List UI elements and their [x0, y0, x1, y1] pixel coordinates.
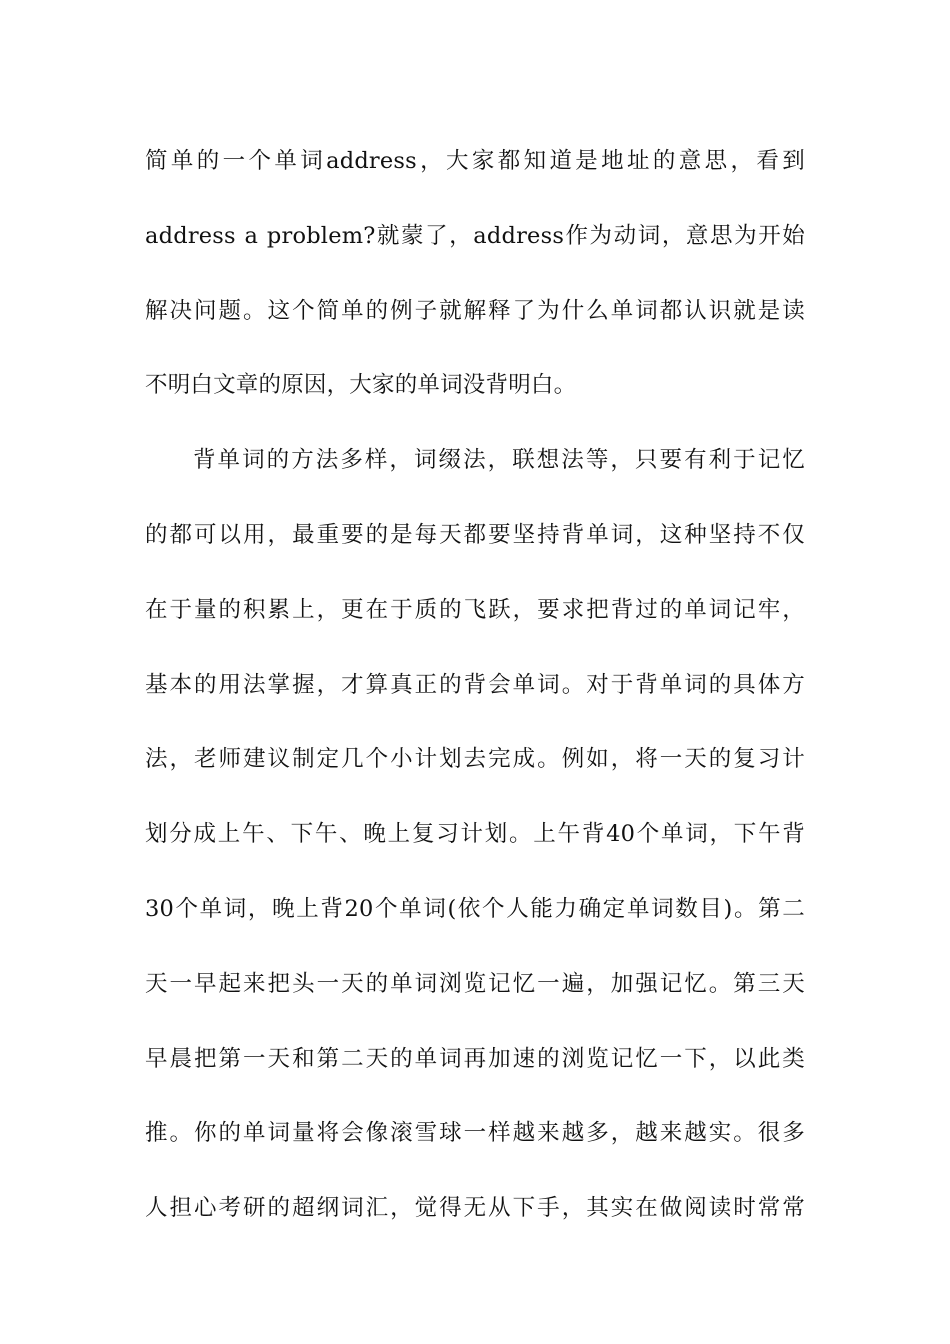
text-line: 基本的用法掌握，才算真正的背会单词。对于背单词的具体方 — [145, 671, 805, 698]
text-line: 不明白文章的原因，大家的单词没背明白。 — [145, 372, 577, 399]
text-line: 划分成上午、下午、晚上复习计划。上午背40个单词，下午背 — [145, 821, 805, 848]
text-line: 推。你的单词量将会像滚雪球一样越来越多，越来越实。很多 — [145, 1120, 805, 1147]
text-line: 背单词的方法多样，词缀法，联想法等，只要有利于记忆 — [193, 447, 805, 474]
text-line: 天一早起来把头一天的单词浏览记忆一遍，加强记忆。第三天 — [145, 970, 805, 997]
body-text — [145, 124, 805, 1246]
text-line: 人担心考研的超纲词汇，觉得无从下手，其实在做阅读时常常 — [145, 1195, 805, 1222]
text-line: 在于量的积累上，更在于质的飞跃，要求把背过的单词记牢， — [145, 596, 805, 623]
text-line: 30个单词，晚上背20个单词(依个人能力确定单词数目)。第二 — [145, 895, 805, 922]
text-line: 法，老师建议制定几个小计划去完成。例如，将一天的复习计 — [145, 746, 805, 773]
text-line: 简单的一个单词address，大家都知道是地址的意思，看到 — [145, 148, 805, 174]
text-line: 的都可以用，最重要的是每天都要坚持背单词，这种坚持不仅 — [145, 521, 805, 548]
text-line: 早晨把第一天和第二天的单词再加速的浏览记忆一下，以此类 — [145, 1045, 805, 1072]
text-line: 解决问题。这个简单的例子就解释了为什么单词都认识就是读 — [145, 297, 805, 324]
text-line: address a problem?就蒙了，address作为动词，意思为开始 — [145, 222, 805, 249]
